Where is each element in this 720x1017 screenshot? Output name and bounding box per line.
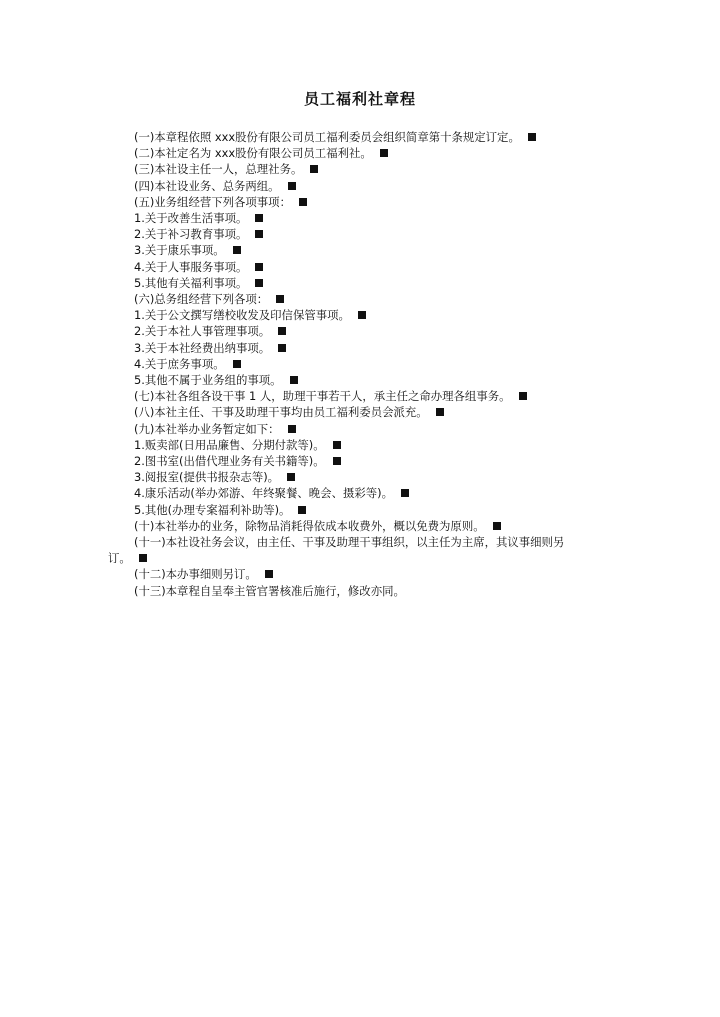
paragraph-mark-icon xyxy=(276,295,284,303)
paragraph-mark-icon xyxy=(299,198,307,206)
document-line xyxy=(110,502,630,518)
document-line xyxy=(110,404,630,420)
paragraph-mark-icon xyxy=(436,408,444,416)
paragraph-mark-icon xyxy=(233,246,241,254)
line-text: 1.贩卖部(日用品廉售、分期付款等)。 xyxy=(134,437,325,452)
document-line xyxy=(110,340,630,356)
document-line xyxy=(110,453,630,469)
line-text: (六)总务组经营下列各项： xyxy=(134,292,269,307)
line-text: 2.关于补习教育事项。 xyxy=(134,227,248,242)
document-line xyxy=(110,388,630,404)
line-text: 2.关于本社人事管理事项。 xyxy=(134,324,271,339)
document-line xyxy=(110,356,630,372)
paragraph-mark-icon xyxy=(255,279,263,287)
line-text: (九)本社举办业务暂定如下： xyxy=(134,421,280,436)
paragraph-mark-icon xyxy=(288,182,296,190)
paragraph-mark-icon xyxy=(278,327,286,335)
document-line xyxy=(110,259,630,275)
document-line xyxy=(110,145,630,161)
paragraph-mark-icon xyxy=(333,457,341,465)
document-line xyxy=(110,469,630,485)
line-text: (十一)本社设社务会议，由主任、干事及助理干事组织，以主任为主席，其议事细则另 xyxy=(134,535,565,550)
line-text: 2.图书室(出借代理业务有关书籍等)。 xyxy=(134,454,325,469)
line-text: 1.关于改善生活事项。 xyxy=(134,211,248,226)
document-line xyxy=(110,421,630,437)
paragraph-mark-icon xyxy=(528,133,536,141)
paragraph-mark-icon xyxy=(233,360,241,368)
paragraph-mark-icon xyxy=(255,214,263,222)
document-line xyxy=(110,194,630,210)
document-title: 员工福利社章程 xyxy=(303,90,416,108)
line-text: 4.康乐活动(举办郊游、年终聚餐、晚会、摄彩等)。 xyxy=(134,486,393,501)
document-line xyxy=(110,485,630,501)
paragraph-mark-icon xyxy=(288,425,296,433)
paragraph-mark-icon xyxy=(519,392,527,400)
document-line xyxy=(110,178,630,194)
line-text: (七)本社各组各设干事 1 人，助理干事若干人，承主任之命办理各组事务。 xyxy=(134,389,511,404)
line-text: 3.关于康乐事项。 xyxy=(134,243,225,258)
line-text: 4.关于人事服务事项。 xyxy=(134,259,248,274)
document-line xyxy=(110,307,630,323)
document-line xyxy=(110,534,630,550)
line-text: (五)业务组经营下列各项事项： xyxy=(134,194,291,209)
line-text: 5.其他(办理专案福利补助等)。 xyxy=(134,502,291,517)
document-line xyxy=(110,242,630,258)
paragraph-mark-icon xyxy=(358,311,366,319)
document-line xyxy=(108,550,630,566)
line-text: (十)本社举办的业务，除物品消耗得依成本收费外，概以免费为原则。 xyxy=(134,518,485,533)
line-text: 5.其他不属于业务组的事项。 xyxy=(134,373,282,388)
line-text: 4.关于庶务事项。 xyxy=(134,356,225,371)
line-text: 3.阅报室(提供书报杂志等)。 xyxy=(134,470,280,485)
document-line xyxy=(110,161,630,177)
document-line xyxy=(110,275,630,291)
document-body xyxy=(110,129,630,599)
line-text: (十二)本办事细则另订。 xyxy=(134,567,257,582)
line-text: 1.关于公文撰写缮校收发及印信保管事项。 xyxy=(134,308,350,323)
line-text: (一)本章程依照 xxx股份有限公司员工福利委员会组织简章第十条规定订定。 xyxy=(134,130,520,144)
paragraph-mark-icon xyxy=(265,570,273,578)
document-line xyxy=(110,518,630,534)
document-line xyxy=(110,583,630,599)
line-text: (二)本社定名为 xxx股份有限公司员工福利社。 xyxy=(134,146,372,161)
document-line xyxy=(110,372,630,388)
paragraph-mark-icon xyxy=(255,263,263,271)
document-line xyxy=(110,291,630,307)
document-line xyxy=(110,210,630,226)
line-text: (三)本社设主任一人，总理社务。 xyxy=(134,162,303,177)
document-line xyxy=(110,566,630,582)
line-text: (八)本社主任、干事及助理干事均由员工福利委员会派充。 xyxy=(134,405,428,420)
paragraph-mark-icon xyxy=(255,230,263,238)
document-line xyxy=(110,129,630,145)
document-line xyxy=(110,226,630,242)
paragraph-mark-icon xyxy=(333,441,341,449)
paragraph-mark-icon xyxy=(287,473,295,481)
document-line xyxy=(110,437,630,453)
line-text: (十三)本章程自呈奉主管官署核准后施行，修改亦同。 xyxy=(134,583,405,598)
document-line xyxy=(110,323,630,339)
paragraph-mark-icon xyxy=(139,554,147,562)
paragraph-mark-icon xyxy=(310,165,318,173)
paragraph-mark-icon xyxy=(401,489,409,497)
paragraph-mark-icon xyxy=(290,376,298,384)
line-text: 订。 xyxy=(108,551,131,566)
paragraph-mark-icon xyxy=(298,506,306,514)
line-text: (四)本社设业务、总务两组。 xyxy=(134,178,280,193)
line-text: 5.其他有关福利事项。 xyxy=(134,275,248,290)
line-text: 3.关于本社经费出纳事项。 xyxy=(134,340,271,355)
paragraph-mark-icon xyxy=(493,522,501,530)
paragraph-mark-icon xyxy=(380,149,388,157)
paragraph-mark-icon xyxy=(278,344,286,352)
